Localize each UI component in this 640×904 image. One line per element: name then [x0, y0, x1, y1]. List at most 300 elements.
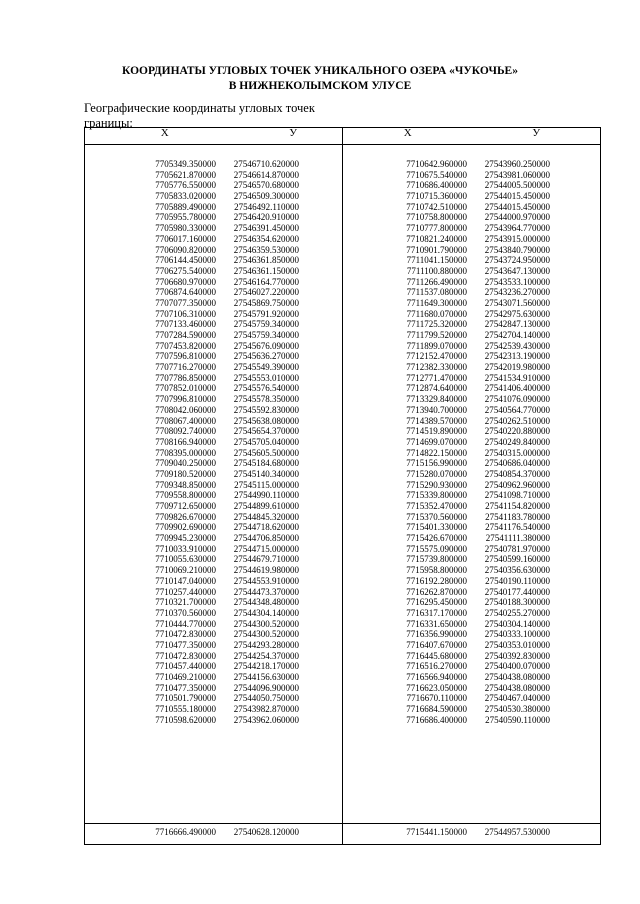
coordinate-row — [343, 501, 600, 512]
x-value: 7715958.800000 — [406, 565, 467, 576]
coordinate-row — [343, 277, 600, 288]
left-footer-cell — [85, 824, 343, 845]
y-value: 27545791.920000 — [233, 308, 299, 319]
coordinate-row — [343, 629, 600, 640]
x-value: 7711680.070000 — [406, 308, 467, 319]
y-value: 27544718.620000 — [233, 522, 299, 533]
coordinate-row — [85, 277, 342, 288]
y-value: 27546359.530000 — [233, 244, 299, 255]
y-value: 27545759.340000 — [233, 319, 299, 330]
right-footer-cell — [343, 824, 601, 845]
coordinate-row — [343, 587, 600, 598]
x-value: 7710370.560000 — [155, 607, 216, 618]
x-value: 7710758.800000 — [406, 212, 467, 223]
y-value: 27541176.540000 — [485, 522, 550, 533]
x-value: 7705776.550000 — [155, 180, 216, 191]
x-value: 7707453.820000 — [155, 340, 216, 351]
x-value: 7714699.070000 — [406, 436, 467, 447]
coordinate-row — [343, 490, 600, 501]
y-value: 27540590.110000 — [485, 714, 550, 725]
x-value: 7712382.330000 — [406, 362, 467, 373]
x-value: 7710686.400000 — [406, 180, 467, 191]
x-value: 7710501.790000 — [155, 693, 216, 704]
title-line-2: В НИЖНЕКОЛЫМСКОМ УЛУСЕ — [228, 80, 412, 92]
x-value: 7710642.960000 — [406, 159, 467, 169]
x-value: 7716295.450000 — [406, 597, 467, 608]
coordinate-row — [343, 212, 600, 223]
coordinate-row — [343, 298, 600, 309]
coordinate-row — [343, 383, 600, 394]
coordinate-row — [343, 597, 600, 608]
coordinate-row — [85, 405, 342, 416]
y-value: 27546391.450000 — [233, 223, 299, 234]
coordinate-row — [343, 565, 600, 576]
x-value: 7707133.460000 — [155, 319, 216, 330]
y-value: 27544015.450000 — [484, 191, 550, 202]
coordinate-row — [343, 522, 600, 533]
y-value: 27543964.770000 — [484, 223, 550, 234]
coordinate-row — [85, 394, 342, 405]
coordinate-row — [85, 426, 342, 437]
x-value: 7709902.690000 — [155, 522, 216, 533]
coordinate-row — [85, 458, 342, 469]
x-value: 7710598.620000 — [155, 714, 216, 725]
y-value: 27545705.040000 — [233, 436, 299, 447]
coordinate-row — [85, 245, 342, 256]
y-value: 27545869.750000 — [233, 297, 299, 308]
y-value: 27544715.000000 — [233, 543, 299, 554]
x-value: 7710469.210000 — [155, 672, 216, 682]
x-value: 7714389.570000 — [406, 415, 467, 426]
y-value: 27541406.400000 — [484, 383, 550, 394]
x-value: 7712874.640000 — [406, 383, 467, 394]
x-value: 7715426.670000 — [406, 533, 467, 544]
y-value: 27544156.630000 — [233, 672, 299, 682]
coordinate-row — [85, 672, 342, 683]
y-value: 27543981.060000 — [484, 169, 550, 180]
x-value: 7705955.780000 — [155, 212, 216, 223]
y-value: 27544218.170000 — [233, 661, 299, 672]
x-value: 7716686.400000 — [406, 714, 467, 725]
x-value: 7707852.010000 — [155, 383, 216, 394]
y-value: 27544304.140000 — [233, 607, 299, 618]
y-value: 27541154.820000 — [485, 501, 550, 511]
y-value: 27540530.380000 — [484, 704, 550, 715]
y-value: 27545638.080000 — [233, 415, 299, 426]
coordinate-row — [85, 159, 342, 170]
y-value: 27540400.070000 — [484, 661, 550, 672]
coordinate-row — [343, 704, 600, 715]
x-value: 7711100.880000 — [406, 265, 467, 276]
coordinate-row — [85, 576, 342, 587]
document-title — [60, 64, 580, 94]
y-value: 27544005.500000 — [484, 180, 550, 191]
left-coordinate-list — [85, 145, 342, 823]
x-value: 7707596.810000 — [155, 351, 216, 362]
y-value: 27546614.870000 — [233, 169, 299, 180]
coordinate-row — [343, 661, 600, 672]
x-value: 7708067.400000 — [155, 415, 216, 426]
coordinate-row — [343, 255, 600, 266]
left-header-cell — [85, 128, 343, 145]
y-value: 27546420.910000 — [233, 212, 299, 223]
y-value: 27542313.190000 — [484, 351, 550, 362]
table-body-row — [85, 145, 601, 824]
x-value: 7708092.740000 — [155, 426, 216, 437]
y-value: 27543840.790000 — [484, 244, 550, 255]
x-value: 7710457.440000 — [155, 661, 216, 672]
coordinate-row — [85, 501, 342, 512]
x-value: 7712152.470000 — [406, 351, 467, 362]
y-value: 27544015.450000 — [484, 201, 550, 212]
x-value: 7716670.110000 — [406, 693, 467, 704]
coordinate-row — [343, 287, 600, 298]
x-value: 7711649.300000 — [406, 297, 467, 308]
x-value: 7715401.330000 — [406, 522, 467, 533]
y-value: 27545578.350000 — [233, 394, 299, 405]
x-value: 7710477.350000 — [155, 639, 216, 650]
column-header-x: X — [403, 127, 412, 139]
coordinate-row — [85, 180, 342, 191]
y-value: 27544845.320000 — [233, 511, 299, 522]
coordinate-row — [343, 266, 600, 277]
y-value: 27540781.970000 — [484, 543, 550, 554]
coordinate-row — [343, 234, 600, 245]
x-value: 7716407.670000 — [406, 639, 467, 650]
y-value: 27545140.340000 — [233, 468, 299, 479]
x-value: 7705349.350000 — [155, 159, 216, 169]
x-value: 7705980.330000 — [155, 223, 216, 234]
x-value: 7710477.350000 — [155, 682, 216, 693]
y-value: 27544990.110000 — [234, 490, 299, 501]
coordinate-row — [343, 405, 600, 416]
coordinate-row — [343, 683, 600, 694]
coordinate-row — [85, 651, 342, 662]
coordinate-row — [85, 522, 342, 533]
y-value: 27540438.080000 — [484, 672, 550, 682]
coordinate-row — [343, 693, 600, 704]
x-value: 7709712.650000 — [155, 501, 216, 511]
x-value: 7709558.800000 — [155, 490, 216, 501]
coordinate-row — [343, 544, 600, 555]
y-value: 27544293.280000 — [233, 639, 299, 650]
coordinate-row — [85, 212, 342, 223]
y-value: 27543982.870000 — [233, 704, 299, 715]
x-value: 7716516.270000 — [406, 661, 467, 672]
footer-y-value: 27540628.120000 — [233, 827, 299, 837]
coordinate-row — [343, 533, 600, 544]
y-value: 27540356.630000 — [484, 565, 550, 576]
coordinate-row — [343, 448, 600, 459]
x-value: 7716684.590000 — [406, 704, 467, 715]
y-value: 27540249.840000 — [484, 436, 550, 447]
x-value: 7710821.240000 — [406, 233, 467, 244]
y-value: 27543647.130000 — [484, 265, 550, 276]
coordinate-row — [85, 640, 342, 651]
x-value: 7707716.270000 — [155, 362, 216, 373]
x-value: 7715370.560000 — [406, 511, 467, 522]
y-value: 27544679.710000 — [233, 554, 299, 565]
x-value: 7711537.080000 — [406, 287, 467, 298]
x-value: 7706275.540000 — [155, 265, 216, 276]
x-value: 7710033.910000 — [155, 543, 216, 554]
coordinate-row — [85, 533, 342, 544]
coordinate-row — [85, 234, 342, 245]
x-value: 7708395.000000 — [155, 447, 216, 458]
y-value: 27540177.440000 — [484, 586, 550, 597]
x-value: 7710901.790000 — [406, 244, 467, 255]
y-value: 27545549.390000 — [233, 362, 299, 373]
coordinate-row — [85, 202, 342, 213]
coordinate-row — [85, 587, 342, 598]
x-value: 7711799.520000 — [406, 330, 467, 340]
y-value: 27543724.950000 — [484, 255, 550, 266]
x-value: 7706874.640000 — [155, 287, 216, 298]
coordinate-row — [85, 597, 342, 608]
x-value: 7710555.180000 — [155, 704, 216, 715]
coordinate-row — [85, 362, 342, 373]
x-value: 7710055.630000 — [155, 554, 216, 565]
right-coordinate-list — [343, 145, 600, 823]
y-value: 27546710.620000 — [233, 159, 299, 169]
y-value: 27542847.130000 — [484, 319, 550, 330]
x-value: 7710147.040000 — [155, 575, 216, 586]
coordinate-row — [343, 362, 600, 373]
x-value: 7710472.830000 — [155, 650, 216, 661]
x-value: 7716317.170000 — [406, 607, 467, 618]
coordinate-row — [343, 426, 600, 437]
coordinate-row — [85, 191, 342, 202]
subtitle-line-1: Географические координаты угловых точек — [84, 101, 315, 115]
coordinate-row — [85, 565, 342, 576]
y-value: 27542704.140000 — [484, 330, 550, 340]
x-value: 7706144.450000 — [155, 255, 216, 266]
x-value: 7714822.150000 — [406, 447, 467, 458]
y-value: 27540599.160000 — [484, 554, 550, 565]
y-value: 27546354.620000 — [233, 233, 299, 244]
y-value: 27544300.520000 — [233, 629, 299, 640]
y-value: 27542975.630000 — [484, 308, 550, 319]
subtitle-line-2: границы: — [84, 115, 133, 130]
coordinate-row — [85, 693, 342, 704]
y-value: 27540962.960000 — [484, 479, 550, 490]
y-value: 27543236.270000 — [484, 287, 550, 298]
coordinate-row — [85, 416, 342, 427]
x-value: 7710257.440000 — [155, 586, 216, 597]
coordinate-row — [85, 629, 342, 640]
table-header-row — [85, 128, 601, 145]
y-value: 27540686.040000 — [484, 458, 550, 469]
y-value: 27543071.560000 — [484, 297, 550, 308]
y-value: 27540854.370000 — [484, 468, 550, 479]
y-value: 27541098.710000 — [484, 490, 550, 501]
y-value: 27540190.110000 — [485, 575, 550, 586]
coordinate-row — [343, 191, 600, 202]
coordinate-row — [343, 159, 600, 170]
right-header-cell — [343, 128, 601, 145]
x-value: 7708166.940000 — [155, 436, 216, 447]
coordinate-row — [85, 437, 342, 448]
coordinate-row — [85, 661, 342, 672]
x-value: 7707996.810000 — [155, 394, 216, 405]
coordinate-row — [85, 619, 342, 630]
y-value: 27545184.680000 — [233, 458, 299, 469]
right-coordinates-cell — [343, 145, 601, 824]
x-value: 7707106.310000 — [155, 308, 216, 319]
coordinate-row — [85, 266, 342, 277]
y-value: 27544000.970000 — [484, 212, 550, 223]
y-value: 27544706.850000 — [233, 533, 299, 544]
y-value: 27545636.270000 — [233, 351, 299, 362]
x-value: 7710675.540000 — [406, 169, 467, 180]
x-value: 7716192.280000 — [406, 575, 467, 586]
x-value: 7709180.520000 — [155, 468, 216, 479]
subtitle — [84, 101, 354, 130]
x-value: 7716331.650000 — [406, 618, 467, 629]
x-value: 7711899.070000 — [406, 340, 467, 351]
x-value: 7706017.160000 — [155, 233, 216, 244]
coordinate-row — [85, 223, 342, 234]
x-value: 7710069.210000 — [155, 565, 216, 576]
y-value: 27544300.520000 — [233, 618, 299, 629]
coordinate-row — [85, 341, 342, 352]
x-value: 7710321.700000 — [155, 597, 216, 608]
x-value: 7706090.820000 — [155, 244, 216, 255]
y-value: 27544254.370000 — [233, 650, 299, 661]
y-value: 27544899.610000 — [233, 501, 299, 511]
y-value: 27546027.220000 — [233, 287, 299, 298]
coordinate-row — [85, 319, 342, 330]
x-value: 7713329.840000 — [406, 394, 467, 405]
coordinate-row — [85, 544, 342, 555]
y-value: 27543962.060000 — [233, 714, 299, 725]
x-value: 7716445.680000 — [406, 650, 467, 661]
x-value: 7714519.890000 — [406, 426, 467, 437]
y-value: 27544050.750000 — [233, 693, 299, 704]
coordinate-row — [343, 351, 600, 362]
x-value: 7716262.870000 — [406, 586, 467, 597]
coordinate-row — [85, 683, 342, 694]
coordinate-row — [85, 490, 342, 501]
y-value: 27545654.370000 — [233, 426, 299, 437]
y-value: 27546509.300000 — [233, 191, 299, 202]
coordinate-row — [343, 640, 600, 651]
x-value: 7710777.800000 — [406, 223, 467, 234]
coordinate-row — [343, 469, 600, 480]
coordinate-row — [85, 351, 342, 362]
coordinate-row — [343, 223, 600, 234]
y-value: 27545759.340000 — [233, 330, 299, 340]
y-value: 27540333.100000 — [484, 629, 550, 640]
y-value: 27546570.680000 — [233, 180, 299, 191]
coordinate-row — [343, 672, 600, 683]
coordinate-row — [85, 469, 342, 480]
y-value: 27544348.480000 — [233, 597, 299, 608]
x-value: 7707284.590000 — [155, 330, 216, 340]
coordinate-row — [85, 383, 342, 394]
coordinate-row — [343, 373, 600, 384]
y-value: 27542019.980000 — [484, 362, 550, 373]
x-value: 7708042.060000 — [155, 404, 216, 415]
coordinate-row — [343, 180, 600, 191]
coordinate-row — [343, 341, 600, 352]
y-value: 27541534.910000 — [484, 372, 550, 383]
y-value: 27541076.090000 — [484, 394, 550, 405]
x-value: 7709945.230000 — [155, 533, 216, 544]
y-value: 27540220.880000 — [484, 426, 550, 437]
left-coordinates-cell — [85, 145, 343, 824]
y-value: 27541183.780000 — [485, 511, 550, 522]
coordinate-row — [343, 319, 600, 330]
y-value: 27544553.910000 — [233, 575, 299, 586]
coordinate-row — [85, 704, 342, 715]
x-value: 7716623.050000 — [406, 682, 467, 693]
x-value: 7712771.470000 — [406, 372, 467, 383]
coordinate-row — [343, 170, 600, 181]
y-value: 27546164.770000 — [233, 276, 299, 287]
coordinate-row — [85, 255, 342, 266]
x-value: 7715575.090000 — [406, 543, 467, 554]
x-value: 7716356.990000 — [406, 629, 467, 640]
column-header-y: У — [289, 127, 298, 139]
y-value: 27543960.250000 — [484, 159, 550, 169]
x-value: 7715739.800000 — [406, 554, 467, 565]
y-value: 27542539.430000 — [484, 340, 550, 351]
coordinate-row — [343, 437, 600, 448]
y-value: 27546361.150000 — [233, 265, 299, 276]
coordinate-row — [85, 715, 342, 726]
y-value: 27543915.000000 — [484, 233, 550, 244]
x-value: 7705833.020000 — [155, 191, 216, 202]
coordinate-row — [343, 309, 600, 320]
coordinate-row — [343, 330, 600, 341]
y-value: 27545553.010000 — [233, 372, 299, 383]
x-value: 7715290.930000 — [406, 479, 467, 490]
coordinate-row — [85, 448, 342, 459]
x-value: 7705621.870000 — [155, 169, 216, 180]
coordinate-row — [85, 512, 342, 523]
y-value: 27546492.110000 — [234, 201, 299, 212]
coordinate-row — [343, 512, 600, 523]
y-value: 27545592.830000 — [233, 404, 299, 415]
x-value: 7715339.800000 — [406, 490, 467, 501]
y-value: 27540255.270000 — [484, 607, 550, 618]
coordinate-row — [343, 394, 600, 405]
y-value: 27540438.080000 — [484, 682, 550, 693]
x-value: 7711041.150000 — [406, 255, 467, 266]
y-value: 27545115.000000 — [234, 479, 299, 490]
y-value: 27541111.380000 — [485, 533, 550, 544]
x-value: 7709826.670000 — [155, 511, 216, 522]
y-value: 27546361.850000 — [233, 255, 299, 266]
x-value: 7710715.360000 — [406, 191, 467, 202]
footer-x-value: 7715441.150000 — [406, 827, 467, 837]
x-value: 7706680.970000 — [155, 276, 216, 287]
y-value: 27544096.900000 — [233, 682, 299, 693]
column-header-x: X — [160, 127, 169, 139]
coordinate-row — [85, 330, 342, 341]
y-value: 27544619.980000 — [233, 565, 299, 576]
coordinate-row — [85, 309, 342, 320]
footer-y-value: 27544957.530000 — [484, 827, 550, 837]
y-value: 27540315.000000 — [484, 447, 550, 458]
x-value: 7715156.990000 — [406, 458, 467, 469]
coordinate-row — [343, 554, 600, 565]
coordinate-row — [343, 416, 600, 427]
y-value: 27540188.300000 — [484, 597, 550, 608]
x-value: 7711725.320000 — [406, 319, 467, 330]
coordinate-row — [343, 202, 600, 213]
